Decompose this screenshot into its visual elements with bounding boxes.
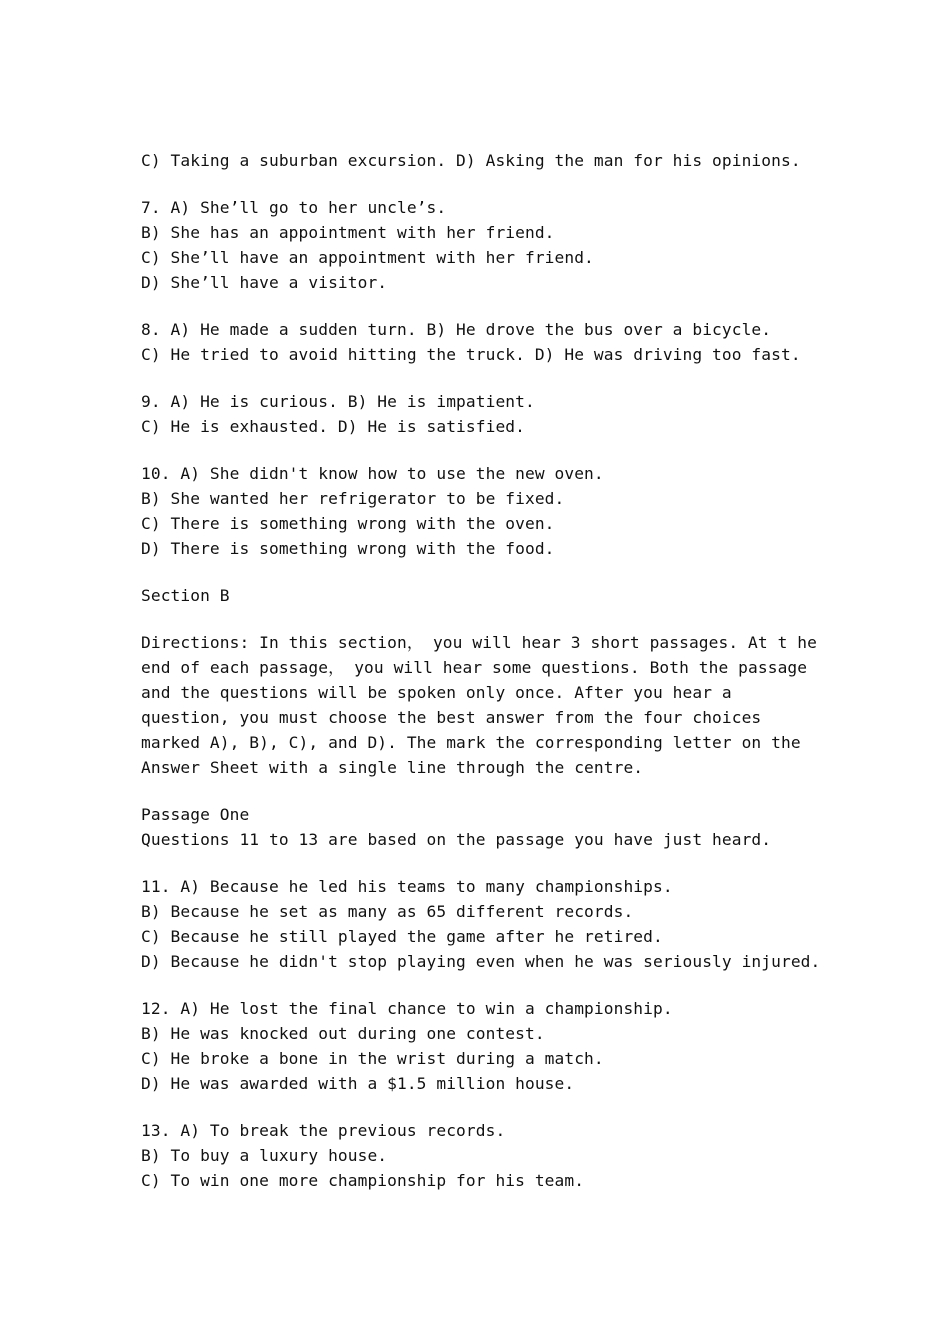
passage-one-title: Passage One xyxy=(141,805,250,824)
section-b-heading: Section B xyxy=(141,586,230,605)
directions-line: Directions: In this section， you will hear 3 short passages. At t he xyxy=(141,633,817,652)
question-7-option-a: 7. A) She’ll go to her uncle’s. xyxy=(141,198,447,217)
question-10-option-a: 10. A) She didn't know how to use the new oven. xyxy=(141,464,604,483)
question-10-option-b: B) She wanted her refrigerator to be fixed. xyxy=(141,489,565,508)
question-10 xyxy=(141,461,821,561)
question-11-option-d: D) Because he didn't stop playing even when he was seriously injured. xyxy=(141,952,821,971)
question-7-option-b: B) She has an appointment with her friend. xyxy=(141,223,555,242)
question-8-options-ab: 8. A) He made a sudden turn. B) He drove the bus over a bicycle. xyxy=(141,320,772,339)
question-7-option-c: C) She’ll have an appointment with her friend. xyxy=(141,248,594,267)
question-11-option-a: 11. A) Because he led his teams to many championships. xyxy=(141,877,673,896)
question-11-option-b: B) Because he set as many as 65 different records. xyxy=(141,902,634,921)
question-12-option-d: D) He was awarded with a $1.5 million house. xyxy=(141,1074,575,1093)
question-13-option-b: B) To buy a luxury house. xyxy=(141,1146,388,1165)
document-page xyxy=(141,148,821,1193)
question-8 xyxy=(141,317,821,367)
directions-line: Answer Sheet with a single line through the centre. xyxy=(141,758,644,777)
question-8-options-cd: C) He tried to avoid hitting the truck. D) He was driving too fast. xyxy=(141,345,801,364)
directions-line: end of each passage， you will hear some questions. Both the passage xyxy=(141,658,808,677)
passage-one-intro: Questions 11 to 13 are based on the passage you have just heard. xyxy=(141,830,772,849)
question-10-option-c: C) There is something wrong with the oven. xyxy=(141,514,555,533)
question-7-option-d: D) She’ll have a visitor. xyxy=(141,273,388,292)
question-10-option-d: D) There is something wrong with the food. xyxy=(141,539,555,558)
question-12 xyxy=(141,996,821,1096)
section-b-directions xyxy=(141,630,821,780)
question-9 xyxy=(141,389,821,439)
question-13 xyxy=(141,1118,821,1193)
passage-one-header xyxy=(141,802,821,852)
question-9-options-cd: C) He is exhausted. D) He is satisfied. xyxy=(141,417,525,436)
question-12-option-c: C) He broke a bone in the wrist during a match. xyxy=(141,1049,604,1068)
question-13-option-a: 13. A) To break the previous records. xyxy=(141,1121,506,1140)
question-13-option-c: C) To win one more championship for his team. xyxy=(141,1171,585,1190)
question-7 xyxy=(141,195,821,295)
question-11 xyxy=(141,874,821,974)
question-12-option-b: B) He was knocked out during one contest. xyxy=(141,1024,545,1043)
directions-line: marked A), B), C), and D). The mark the corresponding letter on the xyxy=(141,733,801,752)
question-11-option-c: C) Because he still played the game after he retired. xyxy=(141,927,663,946)
question-12-option-a: 12. A) He lost the final chance to win a championship. xyxy=(141,999,673,1018)
directions-line: and the questions will be spoken only once. After you hear a xyxy=(141,683,732,702)
question-9-options-ab: 9. A) He is curious. B) He is impatient. xyxy=(141,392,535,411)
directions-line: question, you must choose the best answer from the four choices xyxy=(141,708,762,727)
question-6-options-cd: C) Taking a suburban excursion. D) Asking the man for his opinions. xyxy=(141,151,801,170)
